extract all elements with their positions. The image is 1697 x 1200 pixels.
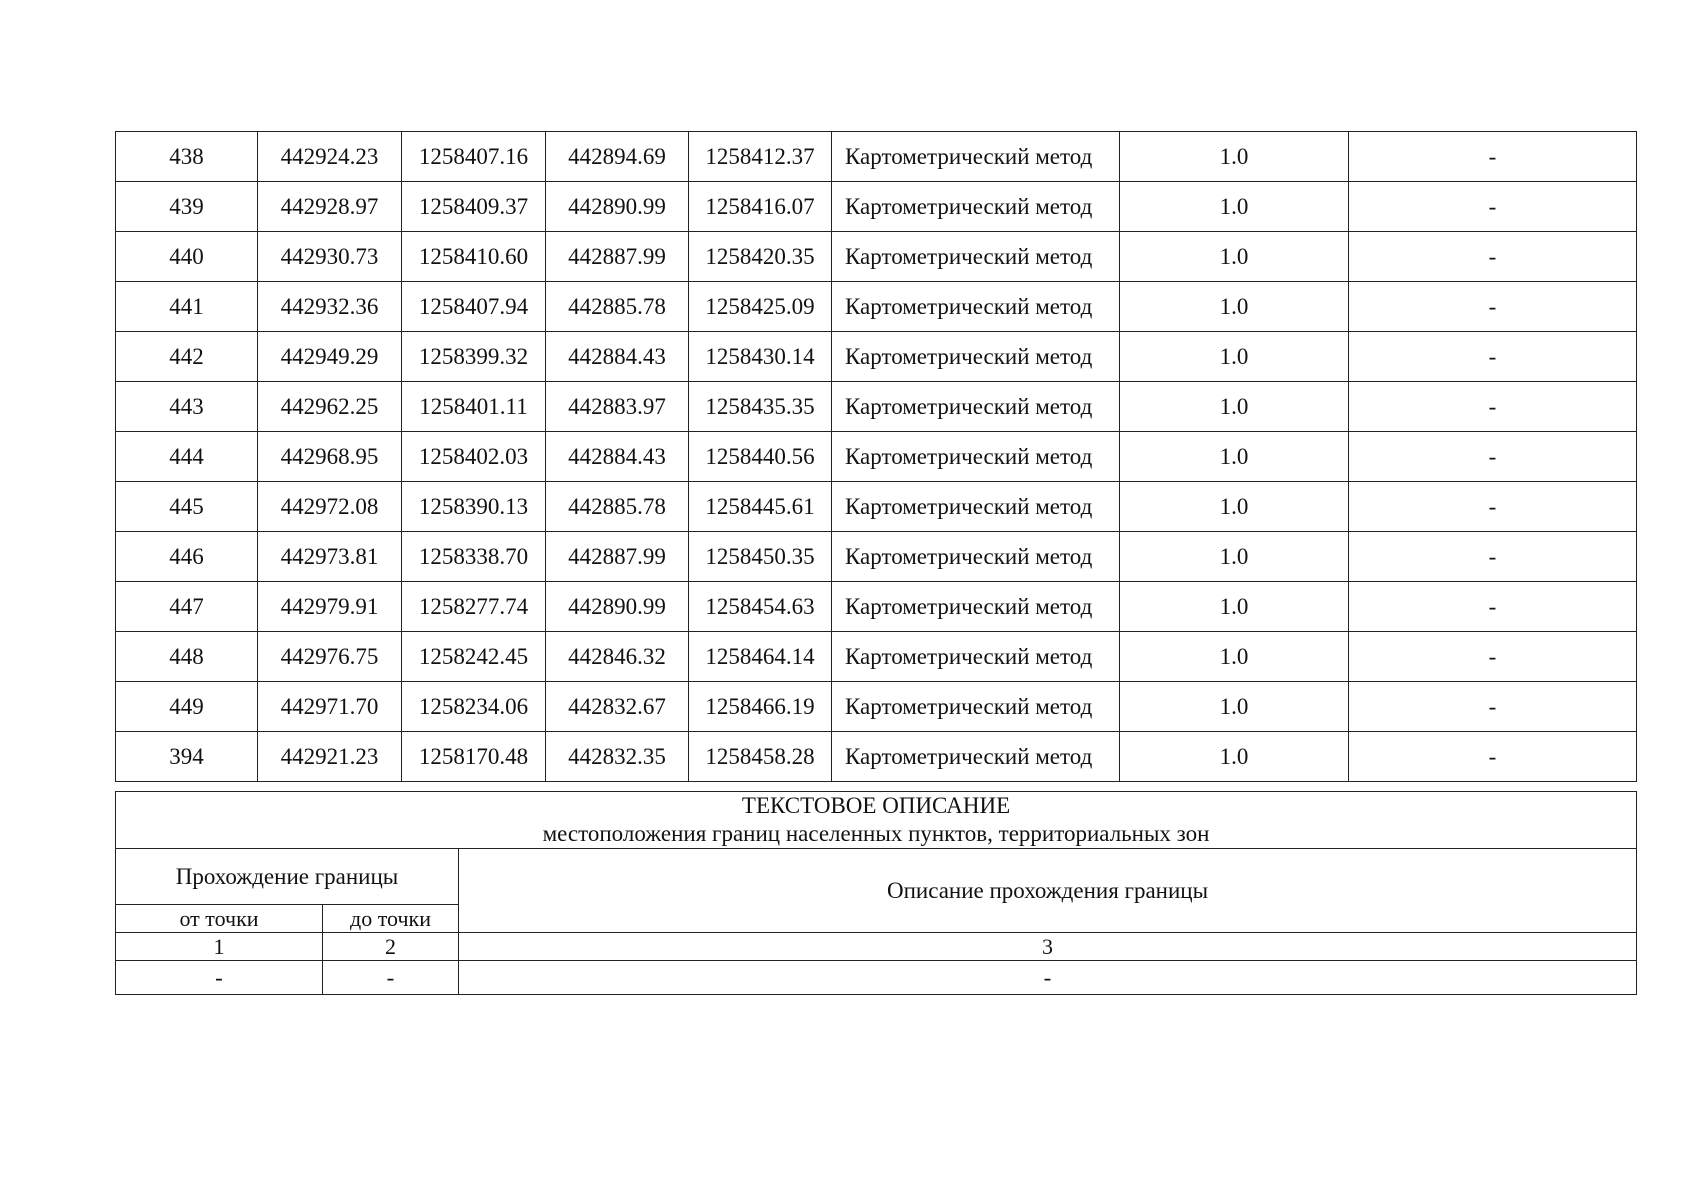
x-coordinate-cell: 442885.78 — [546, 282, 689, 332]
point-number-cell: 439 — [116, 182, 258, 232]
y-coordinate-cell: 1258399.32 — [402, 332, 546, 382]
note-cell: - — [1349, 682, 1637, 732]
y-coordinate-cell: 1258407.94 — [402, 282, 546, 332]
x-coordinate-cell: 442883.97 — [546, 382, 689, 432]
point-number-cell: 442 — [116, 332, 258, 382]
accuracy-cell: 1.0 — [1120, 132, 1349, 182]
method-cell: Картометрический метод — [832, 682, 1120, 732]
note-cell: - — [1349, 532, 1637, 582]
y-coordinate-cell: 1258440.56 — [689, 432, 832, 482]
point-number-cell: 446 — [116, 532, 258, 582]
x-coordinate-cell: 442832.35 — [546, 732, 689, 782]
method-cell: Картометрический метод — [832, 732, 1120, 782]
y-coordinate-cell: 1258407.16 — [402, 132, 546, 182]
accuracy-cell: 1.0 — [1120, 232, 1349, 282]
method-cell: Картометрический метод — [832, 482, 1120, 532]
table-row — [116, 232, 1637, 282]
note-cell: - — [1349, 632, 1637, 682]
to-point-cell: - — [323, 961, 459, 995]
point-number-cell: 443 — [116, 382, 258, 432]
method-cell: Картометрический метод — [832, 232, 1120, 282]
x-coordinate-cell: 442846.32 — [546, 632, 689, 682]
y-coordinate-cell: 1258390.13 — [402, 482, 546, 532]
note-cell: - — [1349, 432, 1637, 482]
method-cell: Картометрический метод — [832, 182, 1120, 232]
text-description-table — [115, 791, 1637, 995]
table-row — [116, 432, 1637, 482]
point-number-cell: 448 — [116, 632, 258, 682]
note-cell: - — [1349, 732, 1637, 782]
method-cell: Картометрический метод — [832, 632, 1120, 682]
x-coordinate-cell: 442890.99 — [546, 182, 689, 232]
x-coordinate-cell: 442887.99 — [546, 532, 689, 582]
x-coordinate-cell: 442976.75 — [258, 632, 402, 682]
point-number-cell: 449 — [116, 682, 258, 732]
table-row — [116, 532, 1637, 582]
y-coordinate-cell: 1258402.03 — [402, 432, 546, 482]
note-cell: - — [1349, 232, 1637, 282]
x-coordinate-cell: 442884.43 — [546, 332, 689, 382]
table-row — [116, 132, 1637, 182]
accuracy-cell: 1.0 — [1120, 332, 1349, 382]
y-coordinate-cell: 1258410.60 — [402, 232, 546, 282]
note-cell: - — [1349, 282, 1637, 332]
description-cell: - — [459, 961, 1637, 995]
coordinates-table — [115, 131, 1637, 782]
table-row — [116, 632, 1637, 682]
y-coordinate-cell: 1258454.63 — [689, 582, 832, 632]
x-coordinate-cell: 442885.78 — [546, 482, 689, 532]
note-cell: - — [1349, 182, 1637, 232]
column-number: 1 — [116, 933, 323, 961]
text-description-title-cell — [116, 792, 1637, 849]
point-number-cell: 440 — [116, 232, 258, 282]
x-coordinate-cell: 442932.36 — [258, 282, 402, 332]
y-coordinate-cell: 1258435.35 — [689, 382, 832, 432]
method-cell: Картометрический метод — [832, 132, 1120, 182]
accuracy-cell: 1.0 — [1120, 632, 1349, 682]
point-number-cell: 445 — [116, 482, 258, 532]
method-cell: Картометрический метод — [832, 282, 1120, 332]
note-cell: - — [1349, 132, 1637, 182]
column-number: 3 — [459, 933, 1637, 961]
accuracy-cell: 1.0 — [1120, 682, 1349, 732]
note-cell: - — [1349, 582, 1637, 632]
boundary-passage-header: Прохождение границы — [116, 849, 459, 905]
from-point-cell: - — [116, 961, 323, 995]
y-coordinate-cell: 1258401.11 — [402, 382, 546, 432]
y-coordinate-cell: 1258170.48 — [402, 732, 546, 782]
x-coordinate-cell: 442921.23 — [258, 732, 402, 782]
y-coordinate-cell: 1258412.37 — [689, 132, 832, 182]
x-coordinate-cell: 442890.99 — [546, 582, 689, 632]
to-point-header: до точки — [323, 905, 459, 933]
table-row — [116, 482, 1637, 532]
x-coordinate-cell: 442930.73 — [258, 232, 402, 282]
x-coordinate-cell: 442979.91 — [258, 582, 402, 632]
accuracy-cell: 1.0 — [1120, 382, 1349, 432]
x-coordinate-cell: 442968.95 — [258, 432, 402, 482]
note-cell: - — [1349, 332, 1637, 382]
method-cell: Картометрический метод — [832, 332, 1120, 382]
point-number-cell: 394 — [116, 732, 258, 782]
accuracy-cell: 1.0 — [1120, 432, 1349, 482]
point-number-cell: 438 — [116, 132, 258, 182]
coordinates-table-body — [116, 132, 1637, 782]
note-cell: - — [1349, 382, 1637, 432]
from-point-header: от точки — [116, 905, 323, 933]
text-description-title: ТЕКСТОВОЕ ОПИСАНИЕ — [741, 793, 1011, 818]
accuracy-cell: 1.0 — [1120, 282, 1349, 332]
method-cell: Картометрический метод — [832, 382, 1120, 432]
y-coordinate-cell: 1258450.35 — [689, 532, 832, 582]
point-number-cell: 447 — [116, 582, 258, 632]
table-row — [116, 961, 1637, 995]
table-row — [116, 732, 1637, 782]
y-coordinate-cell: 1258338.70 — [402, 532, 546, 582]
x-coordinate-cell: 442884.43 — [546, 432, 689, 482]
accuracy-cell: 1.0 — [1120, 732, 1349, 782]
table-row — [116, 382, 1637, 432]
method-cell: Картометрический метод — [832, 432, 1120, 482]
y-coordinate-cell: 1258458.28 — [689, 732, 832, 782]
accuracy-cell: 1.0 — [1120, 482, 1349, 532]
table-row — [116, 282, 1637, 332]
y-coordinate-cell: 1258420.35 — [689, 232, 832, 282]
x-coordinate-cell: 442832.67 — [546, 682, 689, 732]
x-coordinate-cell: 442924.23 — [258, 132, 402, 182]
y-coordinate-cell: 1258466.19 — [689, 682, 832, 732]
method-cell: Картометрический метод — [832, 532, 1120, 582]
y-coordinate-cell: 1258445.61 — [689, 482, 832, 532]
x-coordinate-cell: 442887.99 — [546, 232, 689, 282]
column-number: 2 — [323, 933, 459, 961]
point-number-cell: 444 — [116, 432, 258, 482]
x-coordinate-cell: 442949.29 — [258, 332, 402, 382]
x-coordinate-cell: 442971.70 — [258, 682, 402, 732]
column-number-row — [116, 933, 1637, 961]
y-coordinate-cell: 1258234.06 — [402, 682, 546, 732]
x-coordinate-cell: 442962.25 — [258, 382, 402, 432]
table-row — [116, 182, 1637, 232]
method-cell: Картометрический метод — [832, 582, 1120, 632]
text-description-subtitle: местоположения границ населенных пунктов, территориальных зон — [542, 821, 1210, 846]
table-row — [116, 582, 1637, 632]
x-coordinate-cell: 442972.08 — [258, 482, 402, 532]
y-coordinate-cell: 1258242.45 — [402, 632, 546, 682]
description-header: Описание прохождения границы — [459, 849, 1637, 933]
accuracy-cell: 1.0 — [1120, 532, 1349, 582]
x-coordinate-cell: 442894.69 — [546, 132, 689, 182]
note-cell: - — [1349, 482, 1637, 532]
text-description-title-row — [116, 792, 1637, 849]
x-coordinate-cell: 442928.97 — [258, 182, 402, 232]
y-coordinate-cell: 1258409.37 — [402, 182, 546, 232]
x-coordinate-cell: 442973.81 — [258, 532, 402, 582]
y-coordinate-cell: 1258464.14 — [689, 632, 832, 682]
accuracy-cell: 1.0 — [1120, 582, 1349, 632]
point-number-cell: 441 — [116, 282, 258, 332]
y-coordinate-cell: 1258430.14 — [689, 332, 832, 382]
table-row — [116, 682, 1637, 732]
boundary-header-row — [116, 849, 1637, 905]
y-coordinate-cell: 1258425.09 — [689, 282, 832, 332]
table-row — [116, 332, 1637, 382]
y-coordinate-cell: 1258277.74 — [402, 582, 546, 632]
accuracy-cell: 1.0 — [1120, 182, 1349, 232]
y-coordinate-cell: 1258416.07 — [689, 182, 832, 232]
